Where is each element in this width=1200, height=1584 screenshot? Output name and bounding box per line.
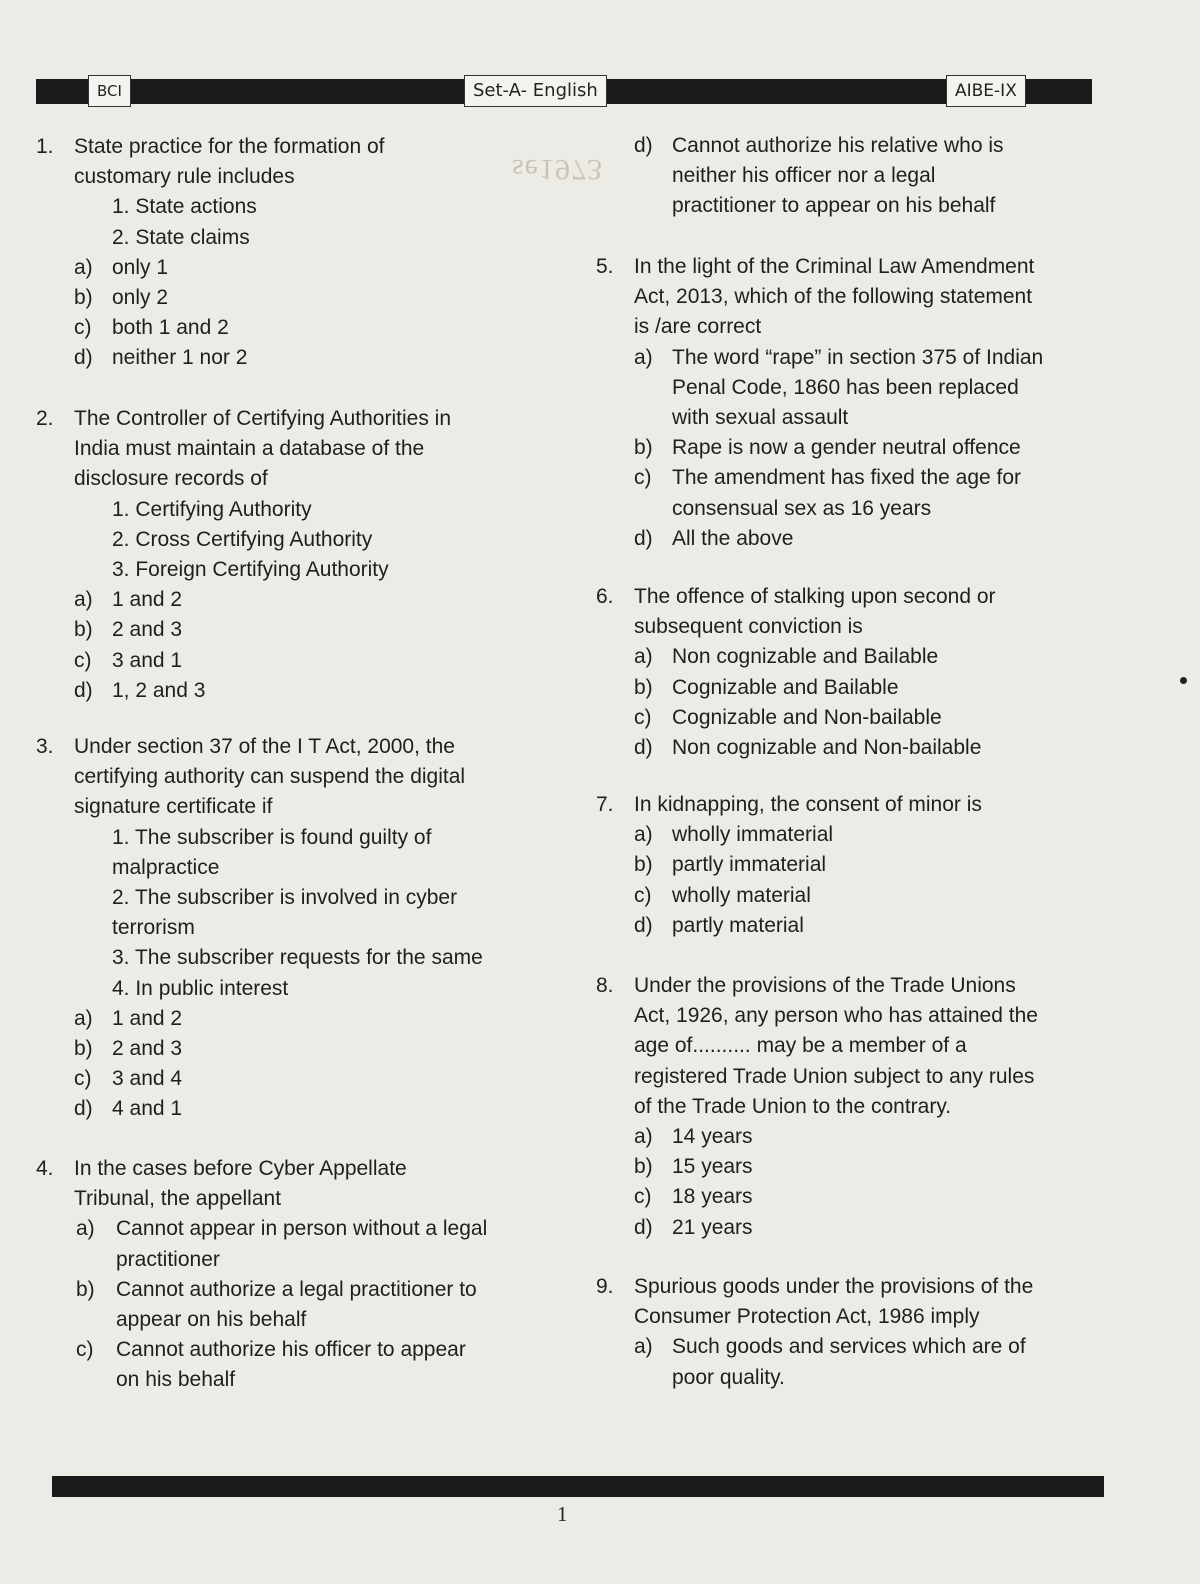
statement-item: 1. Certifying Authority <box>112 497 312 521</box>
answer-option-line: Penal Code, 1860 has been replaced <box>672 375 1019 399</box>
question-text-line: State practice for the formation of 1. <box>36 132 556 162</box>
question-number: 6. <box>596 585 614 608</box>
page-number: 1 <box>557 1502 568 1526</box>
answer-option-label: b) <box>634 436 653 460</box>
answer-option-line: All the above d) <box>596 524 1086 554</box>
answer-option-line: 15 years b) <box>596 1152 1086 1182</box>
answer-option-line: Cognizable and Non-bailable c) <box>596 703 1086 733</box>
answer-option-label: d) <box>634 134 653 157</box>
header-right-label: AIBE-IX <box>946 75 1026 107</box>
answer-option-line: practitioner to appear on his behalf <box>672 194 996 218</box>
answer-option-label: c) <box>74 1067 92 1091</box>
answer-option-label: d) <box>74 678 93 702</box>
question-text-line: disclosure records of <box>74 467 268 491</box>
question-1 <box>36 132 556 374</box>
question-text-line: The Controller of Certifying Authorities in 2. <box>36 404 556 434</box>
answer-option-line: Cannot authorize his officer to appear c) <box>36 1335 556 1365</box>
question-number: 1. <box>36 135 54 158</box>
answer-option-line: 2 and 3 b) <box>36 1034 556 1064</box>
answer-option-line: only 1 a) <box>36 253 556 283</box>
statement-item: 3. The subscriber requests for the same <box>112 946 483 970</box>
answer-option-label: c) <box>634 466 652 490</box>
answer-option-label: c) <box>74 648 92 672</box>
faint-stamp: se1973 <box>512 153 603 186</box>
answer-option-label: a) <box>74 588 93 612</box>
answer-option-line: Non cognizable and Non-bailable d) <box>596 733 1086 763</box>
answer-option-line: Cannot authorize a legal practitioner to b) <box>36 1275 556 1305</box>
question-3 <box>36 732 556 1125</box>
question-text-line: In kidnapping, the consent of minor is 7. <box>596 790 1086 820</box>
question-5 <box>596 252 1086 554</box>
header-center-label: Set-A- English <box>464 75 607 107</box>
question-text-line: Act, 1926, any person who has attained the <box>634 1004 1038 1028</box>
answer-option-line: consensual sex as 16 years <box>672 496 932 520</box>
question-text-line: Act, 2013, which of the following statement <box>634 285 1033 309</box>
question-4 <box>36 1154 556 1396</box>
answer-option-label: b) <box>74 1037 93 1061</box>
question-text-line: In the cases before Cyber Appellate 4. <box>36 1154 556 1184</box>
answer-option-label: a) <box>634 1125 653 1149</box>
answer-option-line: practitioner <box>116 1247 220 1271</box>
question-text-line: Tribunal, the appellant <box>74 1187 282 1211</box>
question-2 <box>36 404 556 706</box>
question-text-line: signature certificate if <box>74 795 273 819</box>
answer-option-line: on his behalf <box>116 1368 236 1392</box>
question-text-line: In the light of the Criminal Law Amendment 5. <box>596 252 1086 282</box>
answer-option-line: with sexual assault <box>672 406 849 430</box>
statement-item: malpractice <box>112 855 220 879</box>
answer-option-line: both 1 and 2 c) <box>36 313 556 343</box>
question-text-line: age of.......... may be a member of a <box>634 1034 967 1058</box>
answer-option-label: a) <box>74 1006 93 1030</box>
statement-item: 4. In public interest <box>112 976 289 1000</box>
answer-option-line: The amendment has fixed the age for c) <box>596 463 1086 493</box>
answer-option-line: 14 years a) <box>596 1122 1086 1152</box>
statement-item: 2. Cross Certifying Authority <box>112 527 373 551</box>
answer-option-label: d) <box>634 913 653 937</box>
question-number: 8. <box>596 974 614 997</box>
question-number: 5. <box>596 255 614 278</box>
answer-option-label: a) <box>634 345 653 369</box>
answer-option-label: b) <box>634 853 653 877</box>
answer-option-line: 3 and 4 c) <box>36 1064 556 1094</box>
answer-option-line: wholly material c) <box>596 881 1086 911</box>
answer-option-label: b) <box>634 675 653 699</box>
footer-bar <box>52 1476 1104 1497</box>
question-8 <box>596 971 1086 1243</box>
answer-option-label: c) <box>634 705 652 729</box>
answer-option-line: 4 and 1 d) <box>36 1094 556 1124</box>
question-number: 7. <box>596 793 614 816</box>
question-9 <box>596 1272 1086 1393</box>
answer-option-line: Cannot appear in person without a legal a) <box>36 1214 556 1244</box>
answer-option-label: a) <box>76 1217 95 1241</box>
answer-option-line: Rape is now a gender neutral offence b) <box>596 433 1086 463</box>
answer-option-line: appear on his behalf <box>116 1308 307 1332</box>
question-text-line: Under the provisions of the Trade Unions 8. <box>596 971 1086 1001</box>
scan-speck <box>1180 677 1187 684</box>
statement-item: 1. The subscriber is found guilty of <box>112 825 432 849</box>
answer-option-label: a) <box>634 645 653 669</box>
question-text-line: India must maintain a database of the <box>74 437 425 461</box>
answer-option-label: d) <box>74 1097 93 1121</box>
question-text-line: Under section 37 of the I T Act, 2000, the 3. <box>36 732 556 762</box>
answer-option-label: a) <box>634 823 653 847</box>
question-text-line: customary rule includes <box>74 165 295 189</box>
question-4-continued <box>596 131 1086 222</box>
answer-option-label: d) <box>634 526 653 550</box>
answer-option-line: poor quality. <box>672 1365 785 1389</box>
answer-option-line: neither his officer nor a legal <box>672 164 936 188</box>
question-text-line: registered Trade Union subject to any rules <box>634 1064 1035 1088</box>
answer-option-line: partly immaterial b) <box>596 850 1086 880</box>
answer-option-line: 3 and 1 c) <box>36 646 556 676</box>
answer-option-label: d) <box>634 736 653 760</box>
statement-item: 2. State claims <box>112 225 250 249</box>
answer-option-label: c) <box>74 316 92 340</box>
answer-option-line: 2 and 3 b) <box>36 615 556 645</box>
statement-item: 3. Foreign Certifying Authority <box>112 558 389 582</box>
answer-option-label: b) <box>634 1155 653 1179</box>
header-left-label: BCI <box>88 75 131 107</box>
answer-option-line: 18 years c) <box>596 1182 1086 1212</box>
answer-option-line: Cognizable and Bailable b) <box>596 673 1086 703</box>
statement-item: 1. State actions <box>112 195 257 219</box>
answer-option-label: c) <box>634 883 652 907</box>
answer-option-line: 1, 2 and 3 d) <box>36 676 556 706</box>
question-6 <box>596 582 1086 763</box>
answer-option-label: a) <box>634 1335 653 1359</box>
answer-option-line: Such goods and services which are of a) <box>596 1332 1086 1362</box>
answer-option-label: b) <box>74 286 93 310</box>
question-text-line: Spurious goods under the provisions of the 9. <box>596 1272 1086 1302</box>
answer-option-line: wholly immaterial a) <box>596 820 1086 850</box>
answer-option-label: b) <box>74 618 93 642</box>
answer-option-label: c) <box>634 1185 652 1209</box>
answer-option-line: 21 years d) <box>596 1213 1086 1243</box>
answer-option-line: Cannot authorize his relative who is d) <box>596 131 1086 161</box>
question-number: 2. <box>36 407 54 430</box>
question-7 <box>596 790 1086 941</box>
answer-option-label: d) <box>74 346 93 370</box>
answer-option-line: 1 and 2 a) <box>36 585 556 615</box>
statement-item: 2. The subscriber is involved in cyber <box>112 886 458 910</box>
question-text-line: The offence of stalking upon second or 6. <box>596 582 1086 612</box>
statement-item: terrorism <box>112 916 195 940</box>
answer-option-line: neither 1 nor 2 d) <box>36 343 556 373</box>
question-number: 4. <box>36 1157 54 1180</box>
question-text-line: certifying authority can suspend the digital <box>74 765 466 789</box>
answer-option-line: partly material d) <box>596 911 1086 941</box>
question-text-line: is /are correct <box>634 315 762 339</box>
question-text-line: of the Trade Union to the contrary. <box>634 1094 952 1118</box>
answer-option-label: b) <box>76 1277 95 1301</box>
answer-option-line: Non cognizable and Bailable a) <box>596 642 1086 672</box>
answer-option-label: c) <box>76 1338 94 1362</box>
question-text-line: subsequent conviction is <box>634 615 863 639</box>
question-number: 3. <box>36 735 54 758</box>
answer-option-label: d) <box>634 1215 653 1239</box>
answer-option-line: only 2 b) <box>36 283 556 313</box>
answer-option-line: The word “rape” in section 375 of Indian a) <box>596 343 1086 373</box>
question-number: 9. <box>596 1275 614 1298</box>
question-text-line: Consumer Protection Act, 1986 imply <box>634 1305 980 1329</box>
answer-option-line: 1 and 2 a) <box>36 1004 556 1034</box>
answer-option-label: a) <box>74 255 93 279</box>
